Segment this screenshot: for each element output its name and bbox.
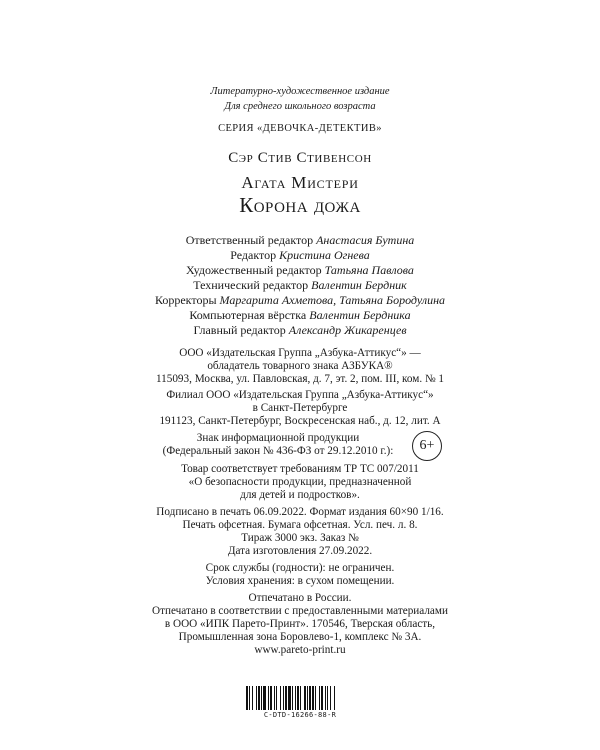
print-info-line: Печать офсетная. Бумага офсетная. Усл. печ. л. 8. (182, 519, 418, 531)
credit-line: Ответственный редактор Анастасия Бутина (185, 233, 415, 247)
author-name: Сэр Стив Стивенсон (228, 150, 372, 166)
credit-line: Компьютерная вёрстка Валентин Бердника (189, 308, 411, 322)
branch-address: 191123, Санкт-Петербург, Воскресенская наб., д. 12, лит. А (159, 415, 441, 427)
age-group: Для среднего школьного возраста (224, 101, 376, 112)
storage-line: Условия хранения: в сухом помещении. (205, 575, 395, 587)
edition-type: Литературно-художественное издание (210, 86, 390, 97)
credit-line: Технический редактор Валентин Бердник (193, 278, 407, 292)
compliance-line: для детей и подростков». (240, 489, 360, 501)
compliance-line: Товар соответствует требованиям ТР ТС 007/2011 (181, 463, 419, 475)
book-author: Агата Мистери (241, 173, 359, 192)
printer-website: www.pareto-print.ru (254, 644, 346, 656)
info-sign-label: Знак информационной продукции (196, 432, 360, 444)
publisher-address: 115093, Москва, ул. Павловская, д. 7, эт. 2, пом. III, ком. № 1 (155, 373, 445, 385)
printed-line: Промышленная зона Боровлево-1, комплекс № 3А. (178, 631, 422, 643)
printed-line: Отпечатано в России. (248, 592, 352, 604)
printed-line: Отпечатано в соответствии с предоставленными материалами (152, 605, 448, 617)
credit-line: Художественный редактор Татьяна Павлова (186, 263, 414, 277)
age-rating-badge: 6+ (412, 431, 442, 461)
publisher-line: обладатель товарного знака АЗБУКА® (207, 360, 393, 372)
storage-line: Срок службы (годности): не ограничен. (205, 562, 395, 574)
series-title: СЕРИЯ «ДЕВОЧКА-ДЕТЕКТИВ» (218, 123, 382, 134)
print-info-line: Подписано в печать 06.09.2022. Формат издания 60×90 1/16. (156, 506, 444, 518)
print-info-line: Дата изготовления 27.09.2022. (227, 545, 373, 557)
compliance-line: «О безопасности продукции, предназначенной (188, 476, 412, 488)
credit-line: Корректоры Маргарита Ахметова, Татьяна Бородулина (154, 293, 446, 307)
book-title: Корона дожа (239, 193, 361, 217)
printed-line: в ООО «ИПК Парето-Принт». 170546, Тверская область, (164, 618, 436, 630)
branch-line: в Санкт-Петербурге (252, 402, 348, 414)
print-info-line: Тираж 3000 экз. Заказ № (241, 532, 359, 544)
info-sign-law: (Федеральный закон № 436-ФЗ от 29.12.2010 г.): (162, 445, 394, 457)
barcode-text: C-DTD-16266-88-R (263, 711, 337, 719)
credit-line: Главный редактор Александр Жикаренцев (193, 323, 407, 337)
barcode-icon (246, 686, 354, 710)
branch-line: Филиал ООО «Издательская Группа „Азбука-Аттикус“» (166, 389, 434, 401)
publisher-line: ООО «Издательская Группа „Азбука-Аттикус“» — (179, 347, 421, 359)
credit-line: Редактор Кристина Огнева (230, 248, 370, 262)
